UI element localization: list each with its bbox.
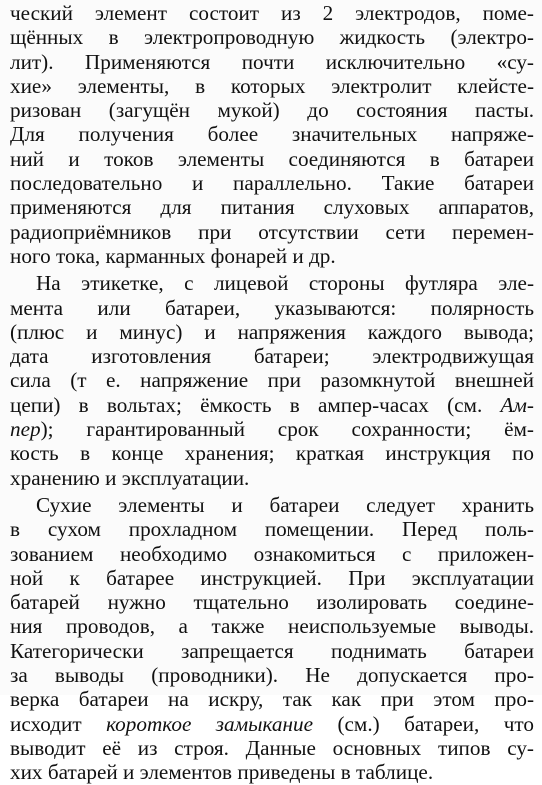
text-line [10, 220, 534, 244]
text-run: ний и токов элементы соединяются в батареи [10, 146, 534, 171]
text-line [10, 687, 534, 711]
text-line [10, 147, 534, 171]
text-line [10, 466, 534, 490]
text-line [10, 1, 534, 25]
text-run: верка батареи на искру, так как при этом про- [10, 687, 534, 712]
text-run: ния проводов, а также неиспользуемые выводы. [10, 614, 534, 639]
text-run: дата изготовления батареи; электродвижущая [10, 344, 534, 369]
text-run: хие» элементы, в которых электролит клейсте- [10, 73, 534, 98]
text-line [10, 712, 534, 736]
article-text [10, 1, 534, 785]
text-line [10, 25, 534, 49]
text-line [10, 50, 534, 74]
text-line [10, 614, 534, 638]
text-line [10, 517, 534, 541]
text-line [10, 663, 534, 687]
text-run: кость в конце хранения; краткая инструкция по [10, 441, 534, 466]
text-run: исходит [10, 711, 107, 736]
text-run: ного тока, карманных фонарей и др. [10, 243, 336, 268]
text-line [10, 639, 534, 663]
text-run: в сухом прохладном помещении. Перед поль- [10, 517, 534, 542]
text-run: (см.) батареи, что [313, 711, 534, 736]
text-run: радиоприёмников при отсутствии сети перемен- [10, 219, 534, 244]
text-line [10, 441, 534, 465]
text-line [10, 542, 534, 566]
text-run: лит). Применяются почти исключительно «су- [10, 49, 534, 74]
text-run: Категорически запрещается поднимать батареи [10, 638, 534, 663]
text-run: Для получения более значительных напряже- [10, 122, 534, 147]
text-run: ризован (загущён мукой) до состояния пасты. [10, 98, 534, 123]
text-line [10, 271, 534, 295]
text-line [10, 74, 534, 98]
text-line [10, 493, 534, 517]
text-run: (плюс и минус) и напряжения каждого вывода; [10, 319, 534, 344]
text-line [10, 171, 534, 195]
text-line [10, 98, 534, 122]
paragraph [10, 493, 534, 785]
text-run: выводит её из строя. Данные основных типов су- [10, 735, 534, 760]
text-line [10, 320, 534, 344]
text-run: мента или батареи, указываются: полярность [10, 295, 534, 320]
text-run: хих батарей и элементов приведены в таблице. [10, 760, 434, 785]
text-line [10, 344, 534, 368]
text-run: ); гарантированный срок сохранности; ём- [40, 417, 534, 442]
italic-term: короткое замыкание [106, 711, 314, 736]
text-line [10, 122, 534, 146]
text-run: зованием необходимо ознакомиться с приложен- [10, 541, 534, 566]
text-line [10, 296, 534, 320]
text-run: применяются для питания слуховых аппаратов, [10, 195, 534, 220]
text-line [10, 368, 534, 392]
text-run: сила (т е. напряжение при разомкнутой внешней [10, 368, 534, 393]
text-line [10, 590, 534, 614]
text-line [10, 393, 534, 417]
text-run: цепи) в вольтах; ёмкость в ампер-часах (см. [10, 392, 501, 417]
text-run: На этикетке, с лицевой стороны футляра эле- [36, 271, 534, 296]
text-line [10, 244, 534, 268]
text-run: батарей нужно тщательно изолировать соедине- [10, 590, 534, 615]
text-run: хранению и эксплуатации. [10, 465, 250, 490]
text-line [10, 195, 534, 219]
paragraph [10, 1, 534, 268]
text-line [10, 736, 534, 760]
text-run: щённых в электропроводную жидкость (электро- [10, 25, 534, 50]
text-run: Сухие элементы и батареи следует хранить [36, 492, 534, 517]
text-line [10, 566, 534, 590]
text-run: за выводы (проводники). Не допускается про- [10, 663, 534, 688]
text-line [10, 417, 534, 441]
text-run: ческий элемент состоит из 2 электродов, поме- [10, 1, 534, 25]
italic-term: Ам- [500, 392, 534, 417]
text-run: ной к батарее инструкцией. При эксплуатации [10, 565, 534, 590]
text-run: последовательно и параллельно. Такие батареи [10, 171, 534, 196]
paragraph [10, 271, 534, 490]
text-line [10, 760, 534, 784]
italic-term: пер [10, 417, 41, 442]
